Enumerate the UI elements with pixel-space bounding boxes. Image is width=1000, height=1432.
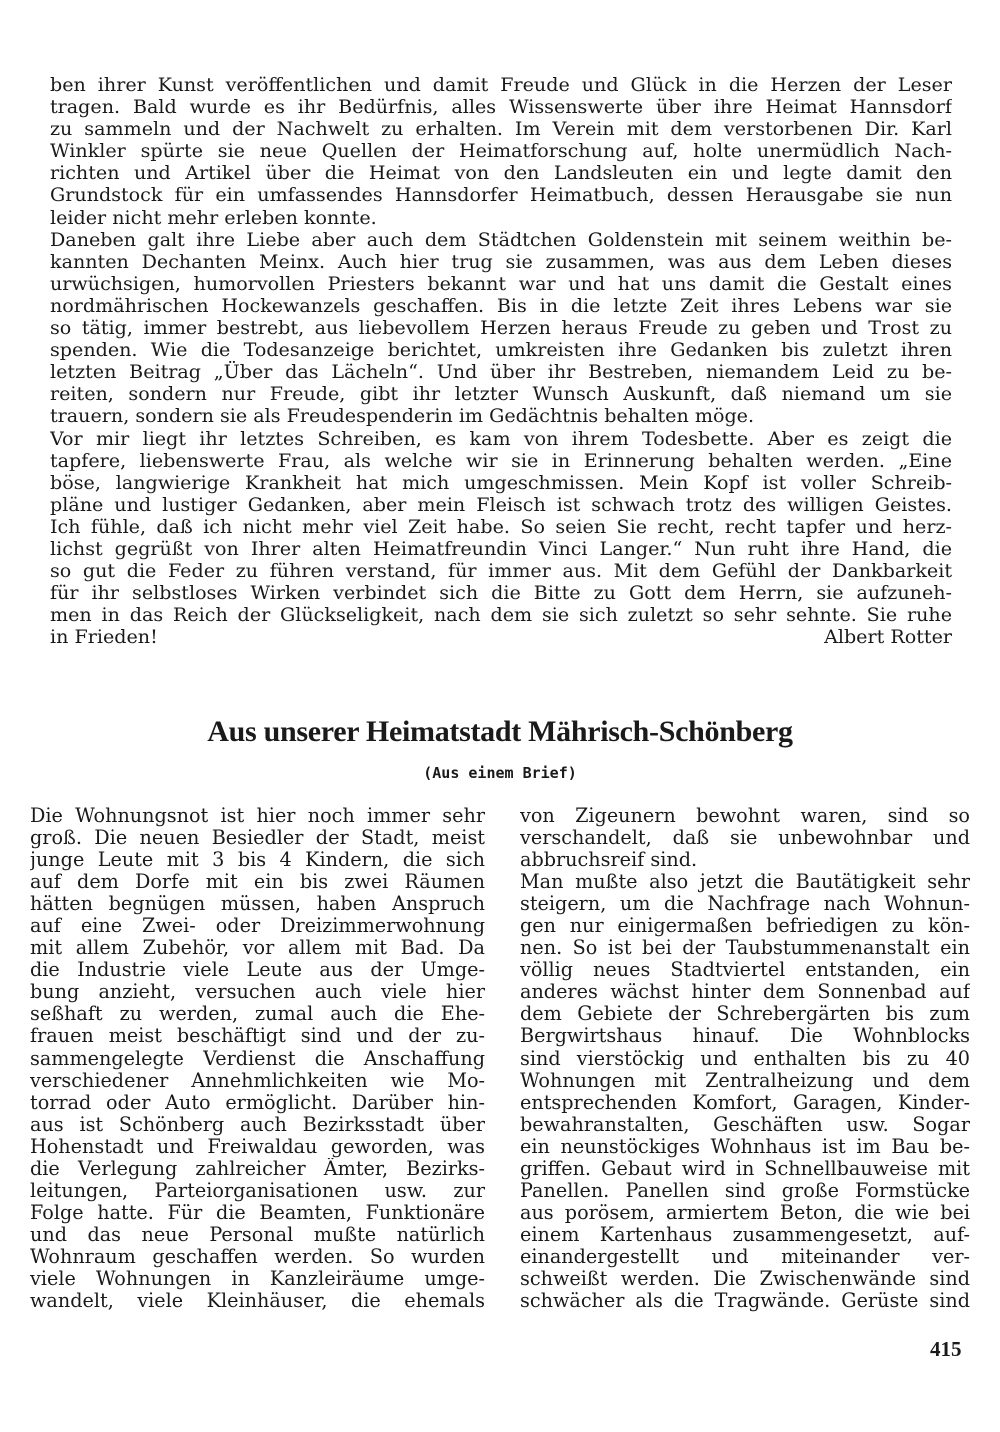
text-line: richten und Artikel über die Heimat von den Landsleuten ein und legte damit den <box>50 162 952 185</box>
text-line: nen. So ist bei der Taubstummenanstalt ein <box>520 937 970 960</box>
text-line: junge Leute mit 3 bis 4 Kindern, die sich <box>30 849 485 872</box>
text-line: torrad oder Auto ermöglicht. Darüber hin- <box>30 1091 485 1114</box>
text-line: aus ist Schönberg auch Bezirksstadt über <box>30 1113 485 1136</box>
text-line: verschiedener Annehmlichkeiten wie Mo- <box>30 1069 485 1092</box>
text-line: einem Kartenhaus zusammengesetzt, auf- <box>520 1223 970 1246</box>
text-line: groß. Die neuen Besiedler der Stadt, meist <box>30 827 485 850</box>
article-subtitle: (Aus einem Brief) <box>423 764 577 782</box>
text-line: reiten, sondern nur Freude, gibt ihr letzter Wunsch Auskunft, daß niemand um sie <box>50 383 952 406</box>
text-line: schweißt werden. Die Zwischenwände sind <box>520 1267 970 1290</box>
text-line: so tätig, immer bestrebt, aus liebevollem Herzen heraus Freude zu geben und Trost zu <box>50 317 952 340</box>
text-line: sind vierstöckig und enthalten bis zu 40 <box>520 1047 970 1070</box>
text-line: auf eine Zwei- oder Dreizimmerwohnung <box>30 915 485 938</box>
text-line: seßhaft zu werden, zumal auch die Ehe- <box>30 1003 485 1026</box>
text-line: trauern, sondern sie als Freudespenderin im Gedächtnis behalten möge. <box>50 405 755 428</box>
text-line: anderes wächst hinter dem Sonnenbad auf <box>520 981 970 1004</box>
text-line: auf dem Dorfe mit ein bis zwei Räumen <box>30 871 485 894</box>
obituary-text <box>50 74 952 648</box>
text-line: tragen. Bald wurde es ihr Bedürfnis, alles Wissenswerte über ihre Heimat Hannsdorf <box>50 96 952 119</box>
text-line: steigern, um die Nachfrage nach Wohnun- <box>520 893 970 916</box>
author-signature: Albert Rotter <box>824 626 952 649</box>
text-line: so gut die Feder zu führen verstand, für immer aus. Mit dem Gefühl der Dankbarkeit <box>50 560 952 583</box>
text-line: kannten Dechanten Meinx. Auch hier trug sie zusammen, was aus dem Leben dieses <box>50 250 952 273</box>
text-line: Vor mir liegt ihr letztes Schreiben, es kam von ihrem Todesbette. Aber es zeigt die <box>50 427 952 450</box>
article-title: Aus unserer Heimatstadt Mährisch-Schönberg <box>207 715 793 748</box>
text-line: entsprechenden Komfort, Garagen, Kinder- <box>520 1091 970 1114</box>
text-line: nordmährischen Hockewanzels geschaffen. Bis in die letzte Zeit ihres Lebens war sie <box>50 294 952 317</box>
text-line: Winkler spürte sie neue Quellen der Heimatforschung auf, holte unermüdlich Nach- <box>50 140 952 163</box>
text-line: Die Wohnungsnot ist hier noch immer sehr <box>30 805 485 827</box>
text-line: viele Wohnungen in Kanzleiräume umge- <box>30 1267 485 1290</box>
text-line: zu sammeln und der Nachwelt zu erhalten. Im Verein mit dem verstorbenen Dir. Karl <box>50 118 952 141</box>
text-line: hätten begnügen müssen, haben Anspruch <box>30 893 485 916</box>
article-column-left <box>30 805 485 1312</box>
text-line: lichst gegrüßt von Ihrer alten Heimatfreundin Vinci Langer.“ Nun ruht ihre Hand, die <box>50 537 952 560</box>
text-line: ein neunstöckiges Wohnhaus ist im Bau be- <box>520 1135 970 1158</box>
text-line: urwüchsigen, humorvollen Priesters bekannt war und hat uns damit die Gestalt eines <box>50 272 952 295</box>
text-line: verschandelt, daß sie unbewohnbar und <box>520 827 970 850</box>
text-line: frauen meist beschäftigt sind und der zu- <box>30 1025 485 1048</box>
text-line: sammengelegte Verdienst die Anschaffung <box>30 1047 485 1070</box>
text-line: Man mußte also jetzt die Bautätigkeit sehr <box>520 871 970 894</box>
text-line: für ihr selbstloses Wirken verbindet sich die Bitte zu Gott dem Herrn, sie aufzuneh- <box>50 582 952 605</box>
text-line: die Verlegung zahlreicher Ämter, Bezirks- <box>30 1157 485 1180</box>
text-line: leider nicht mehr erleben konnte. <box>50 206 377 229</box>
text-line: Wohnraum geschaffen werden. So wurden <box>30 1245 485 1268</box>
closing-text: in Frieden! <box>50 626 158 649</box>
text-line: bewahranstalten, Geschäften usw. Sogar <box>520 1113 970 1136</box>
text-line: Bergwirtshaus hinauf. Die Wohnblocks <box>520 1025 970 1048</box>
text-line: griffen. Gebaut wird in Schnellbauweise mit <box>520 1157 970 1180</box>
text-line: spenden. Wie die Todesanzeige berichtet, umkreisten ihre Gedanken bis zuletzt ihren <box>50 339 952 362</box>
text-line: böse, langwierige Krankheit hat mich umgeschmissen. Mein Kopf ist voller Schreib- <box>50 471 952 494</box>
text-line: Hohenstadt und Freiwaldau geworden, was <box>30 1135 485 1158</box>
text-line: gen nur einigermaßen befriedigen zu kön- <box>520 915 970 938</box>
text-line: men in das Reich der Glückseligkeit, nach dem sie sich zuletzt so sehr sehnte. Sie ruhe <box>50 604 952 627</box>
text-line: Panellen. Panellen sind große Formstücke <box>520 1179 970 1202</box>
text-line: aus porösem, armiertem Beton, die wie bei <box>520 1201 970 1224</box>
text-line: Daneben galt ihre Liebe aber auch dem Städtchen Goldenstein mit seinem weithin be- <box>50 228 952 251</box>
text-line: Wohnungen mit Zentralheizung und dem <box>520 1069 970 1092</box>
text-line: Folge hatte. Für die Beamten, Funktionäre <box>30 1201 485 1224</box>
text-line: von Zigeunern bewohnt waren, sind so <box>520 805 970 827</box>
text-line: letzten Beitrag „Über das Lächeln“. Und über ihr Bestreben, niemandem Leid zu be- <box>50 361 952 384</box>
text-line: schwächer als die Tragwände. Gerüste sind <box>520 1290 970 1313</box>
text-line: ben ihrer Kunst veröffentlichen und damit Freude und Glück in die Herzen der Leser <box>50 74 952 96</box>
closing-line <box>50 626 952 648</box>
text-line: die Industrie viele Leute aus der Umge- <box>30 959 485 982</box>
text-line: pläne und lustiger Gedanken, aber mein Fleisch ist schwach trotz des willigen Geistes. <box>50 493 952 516</box>
text-line: Grundstock für ein umfassendes Hannsdorfer Heimatbuch, dessen Herausgabe sie nun <box>50 184 952 207</box>
text-line: einandergestellt und miteinander ver- <box>520 1245 970 1268</box>
text-line: und das neue Personal mußte natürlich <box>30 1223 485 1246</box>
article-column-right <box>520 805 970 1312</box>
page-number: 415 <box>930 1337 962 1361</box>
text-line: dem Gebiete der Schrebergärten bis zum <box>520 1003 970 1026</box>
text-line: abbruchsreif sind. <box>520 849 698 872</box>
text-line: völlig neues Stadtviertel entstanden, ein <box>520 959 970 982</box>
text-line: wandelt, viele Kleinhäuser, die ehemals <box>30 1290 485 1313</box>
text-line: tapfere, liebenswerte Frau, als welche wir sie in Erinnerung behalten werden. „Eine <box>50 449 952 472</box>
text-line: leitungen, Parteiorganisationen usw. zur <box>30 1179 485 1202</box>
text-line: mit allem Zubehör, vor allem mit Bad. Da <box>30 937 485 960</box>
text-line: Ich fühle, daß ich nicht mehr viel Zeit habe. So seien Sie recht, recht tapfer und herz- <box>50 515 952 538</box>
text-line: bung anzieht, versuchen auch viele hier <box>30 981 485 1004</box>
